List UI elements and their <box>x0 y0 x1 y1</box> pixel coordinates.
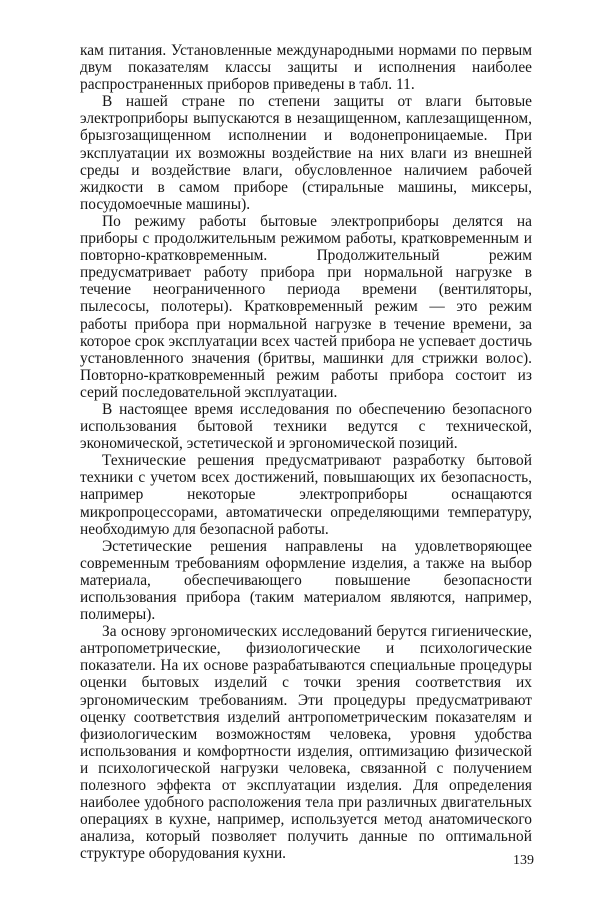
paragraph-safety-research: В настоящее время исследования по обеспечению безопасного использования бытовой техники ведутся с технической, экономической, эстетической и эргономической позиций. <box>80 400 532 453</box>
paragraph-continuation: кам питания. Установленные международными нормами по первым двум показателям классы защиты и исполнения наиболее распространенных приборов приведены в табл. 11. <box>80 42 532 94</box>
paragraph-operating-modes: По режиму работы бытовые электроприборы делятся на приборы с продолжительным режимом работы, кратковременным и повторно-кратковременным. Продолжительный режим предусматривает работу прибора при нормальной нагрузке в течение неограниченного периода времени (вентиляторы, пылесосы, полотеры). Кратковременный режим — это режим работы прибора при нормальной нагрузке в течение времени, за которое срок эксплуатации всех частей прибора не успевает достичь установленного значения (бритвы, машинки для стрижки волос). Повторно-кратковременный режим работы прибора состоит из серий последовательной эксплуатации. <box>80 212 532 401</box>
paragraph-moisture-protection: В нашей стране по степени защиты от влаги бытовые электроприборы выпускаются в незащищенном, каплезащищенном, брызгозащищенном исполнении и водонепроницаемые. При эксплуатации их возможны воздействие на них влаги из внешней среды и воздействие влаги, обусловленное наличием рабочей жидкости в самом приборе (стиральные машины, миксеры, посудомоечные машины). <box>80 93 532 213</box>
paragraph-aesthetic-solutions: Эстетические решения направлены на удовлетворяющее современным требованиям оформление изделия, а также на выбор материала, обеспечивающего повышение безопасности использования прибора (таким материалом являются, например, полимеры). <box>80 537 532 624</box>
page-number: 139 <box>513 853 534 868</box>
document-page <box>80 42 532 863</box>
paragraph-technical-solutions: Технические решения предусматривают разработку бытовой техники с учетом всех достижений, повышающих их безопасность, например некоторые электроприборы оснащаются микропроцессорами, автоматически определяющими температуру, необходимую для безопасной работы. <box>80 452 532 538</box>
paragraph-ergonomic-research: За основу эргономических исследований берутся гигиенические, антропометрические, физиологические и психологические показатели. На их основе разрабатываются специальные процедуры оценки бытовых изделий с точки зрения соответствия их эргономическим требованиям. Эти процедуры предусматривают оценку соответствия изделий антропометрическим показателям и физиологическим возможностям человека, уровня удобства использования и комфортности изделия, оптимизацию физической и психологической нагрузки человека, связанной с получением полезного эффекта от эксплуатации изделия. Для определения наиболее удобного расположения тела при различных двигательных операциях в кухне, например, используется метод анатомического анализа, который позволяет получить данные по оптимальной структуре оборудования кухни. <box>80 623 532 863</box>
